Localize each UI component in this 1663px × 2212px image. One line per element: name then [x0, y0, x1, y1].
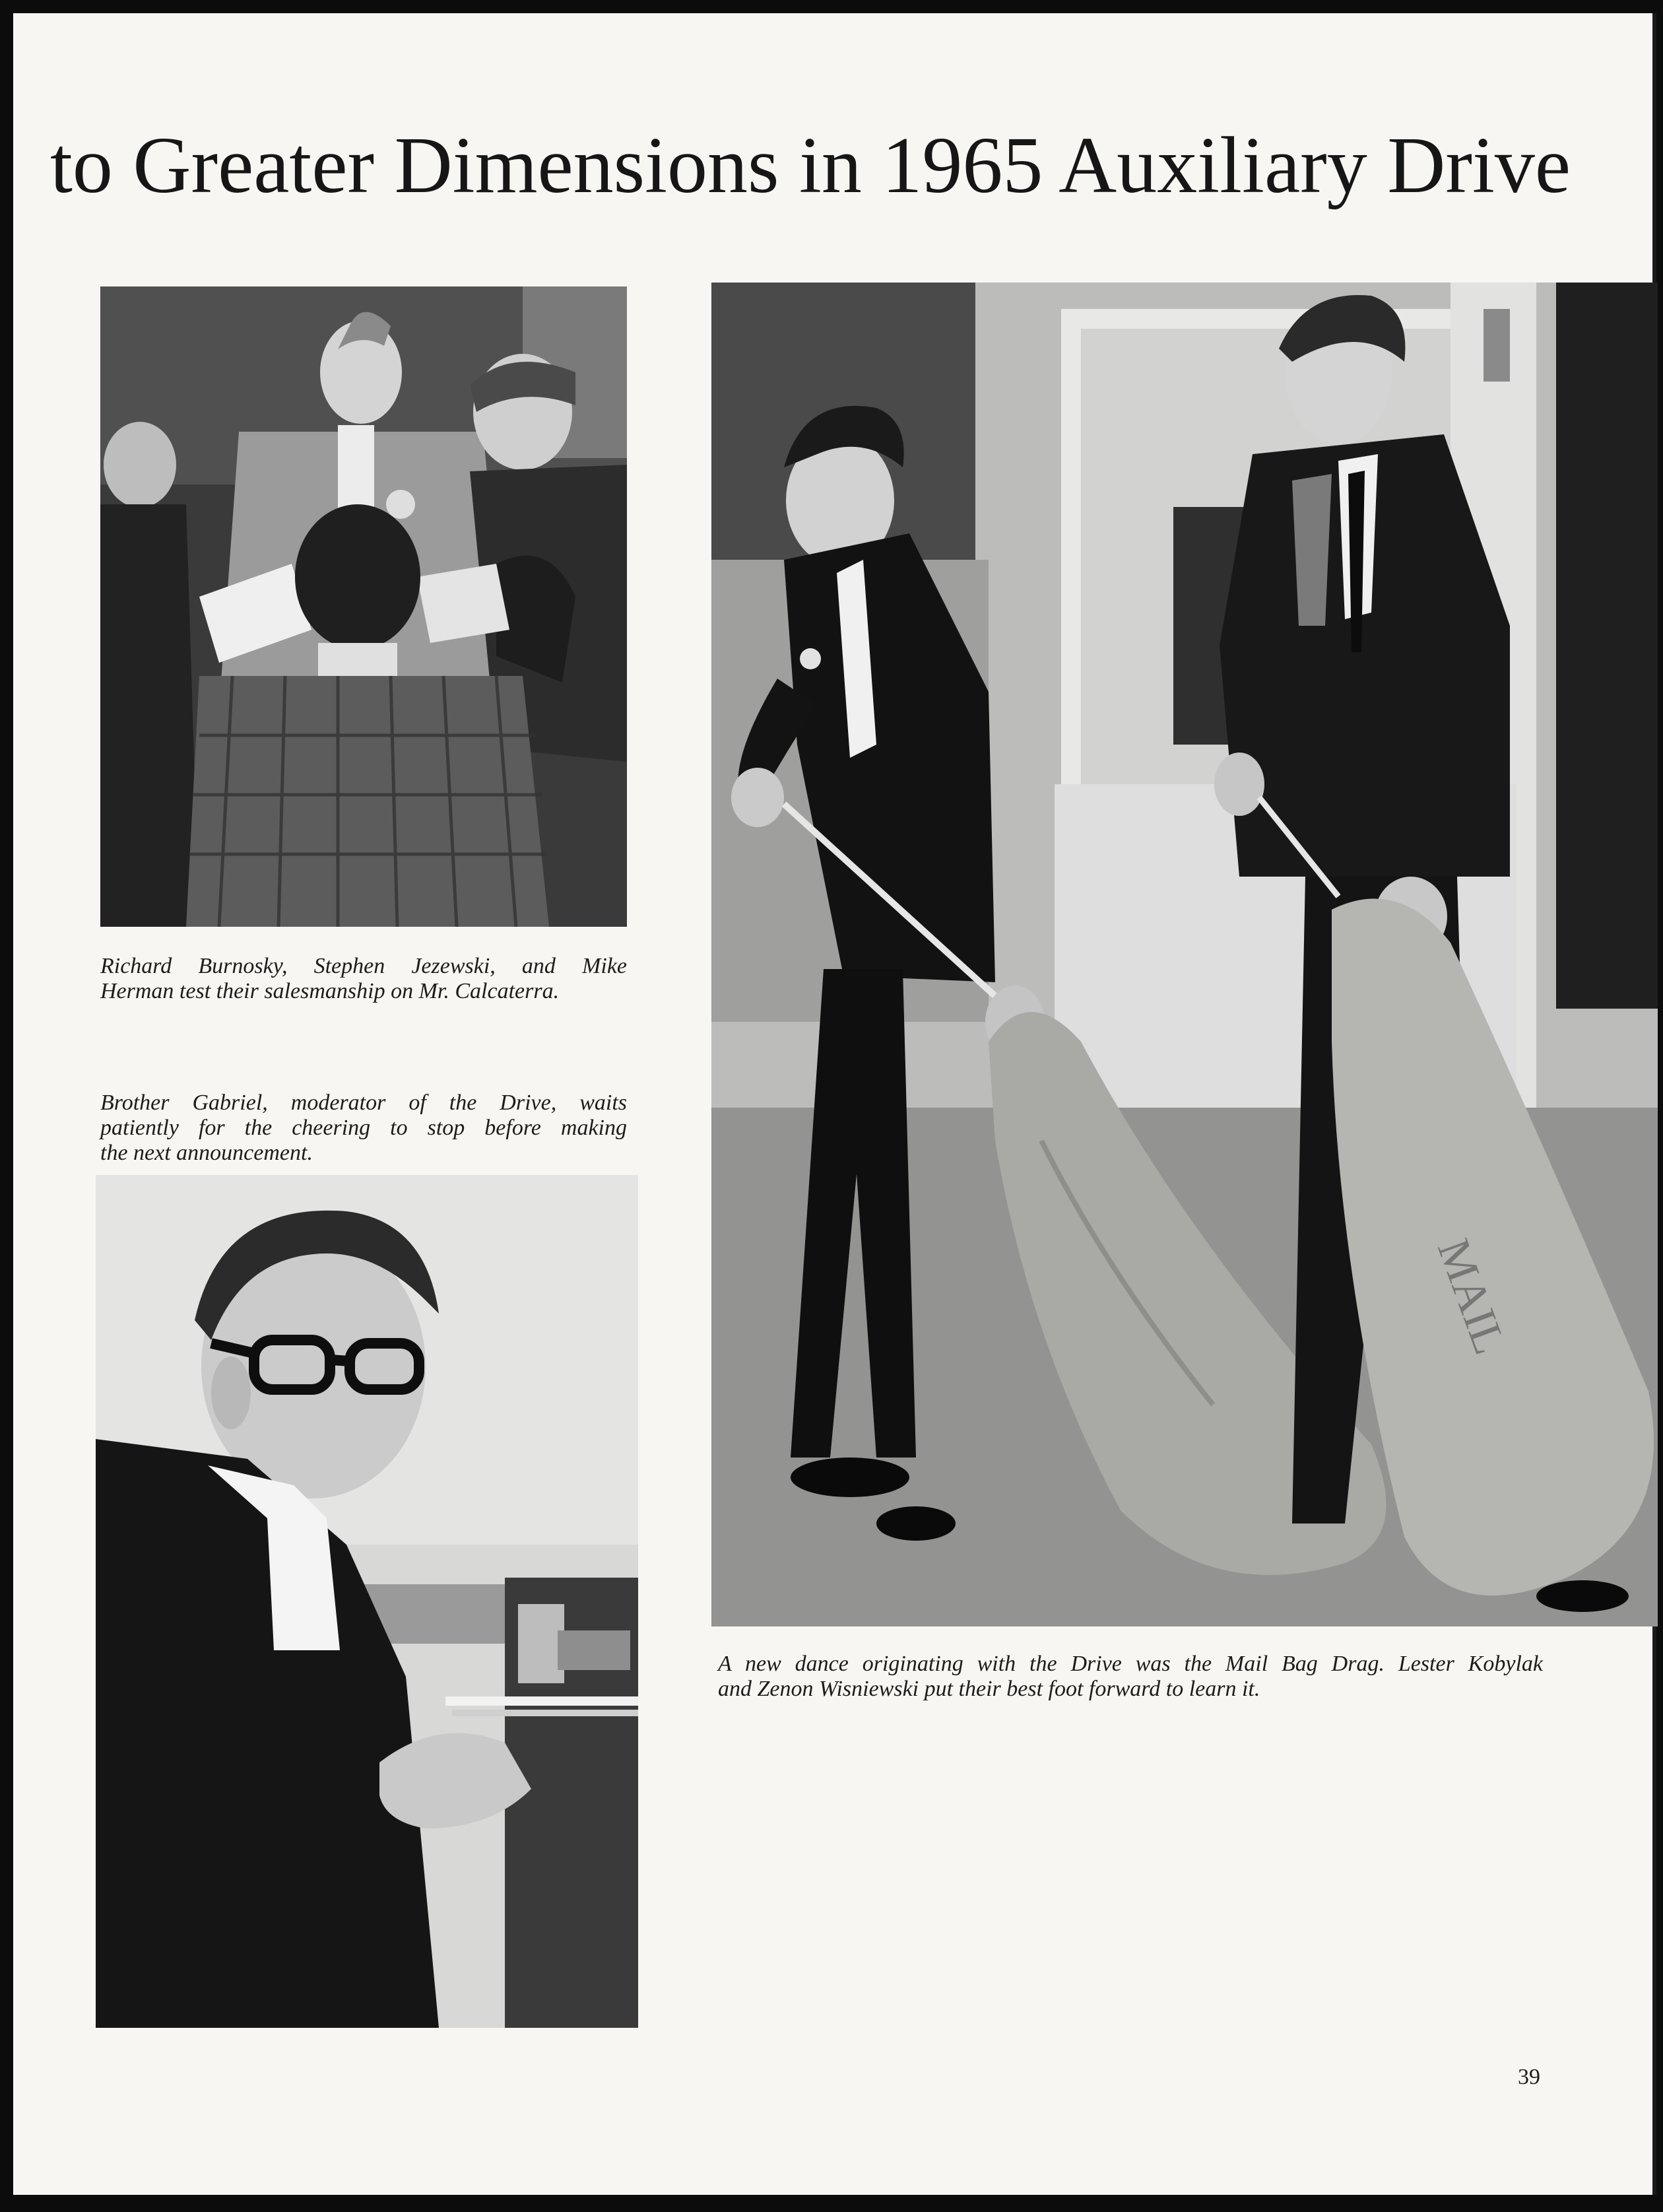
caption-line: the next announcement.: [100, 1141, 313, 1165]
brother-gabriel-photo: [96, 1175, 638, 2028]
yearbook-page: [13, 13, 1656, 2195]
page-number: 39: [1518, 2065, 1540, 2089]
caption-line: Richard Burnosky, Stephen Jezewski, and Mike: [100, 954, 627, 978]
mail-bag-drag-image: [711, 283, 1658, 1626]
students-selling-photo: [100, 286, 627, 927]
caption-line: Herman test their salesmanship on Mr. Calcaterra.: [100, 979, 560, 1003]
page-headline: to Greater Dimensions in 1965 Auxiliary Drive: [50, 121, 1571, 210]
caption-line: patiently for the cheering to stop before making: [100, 1116, 627, 1140]
students-selling-image: [100, 286, 627, 927]
mail-bag-drag-photo: [711, 283, 1658, 1626]
caption-students-selling: [100, 954, 627, 1004]
brother-gabriel-image: [96, 1175, 638, 2028]
caption-line: and Zenon Wisniewski put their best foot forward to learn it.: [718, 1677, 1260, 1701]
caption-brother-gabriel: [100, 1090, 627, 1166]
caption-line: Brother Gabriel, moderator of the Drive, waits: [100, 1090, 627, 1115]
caption-mail-bag-drag: [718, 1652, 1543, 1702]
caption-line: A new dance originating with the Drive was the Mail Bag Drag. Lester Kobylak: [718, 1652, 1543, 1676]
svg-text:MAIL: MAIL: [1427, 1232, 1516, 1361]
